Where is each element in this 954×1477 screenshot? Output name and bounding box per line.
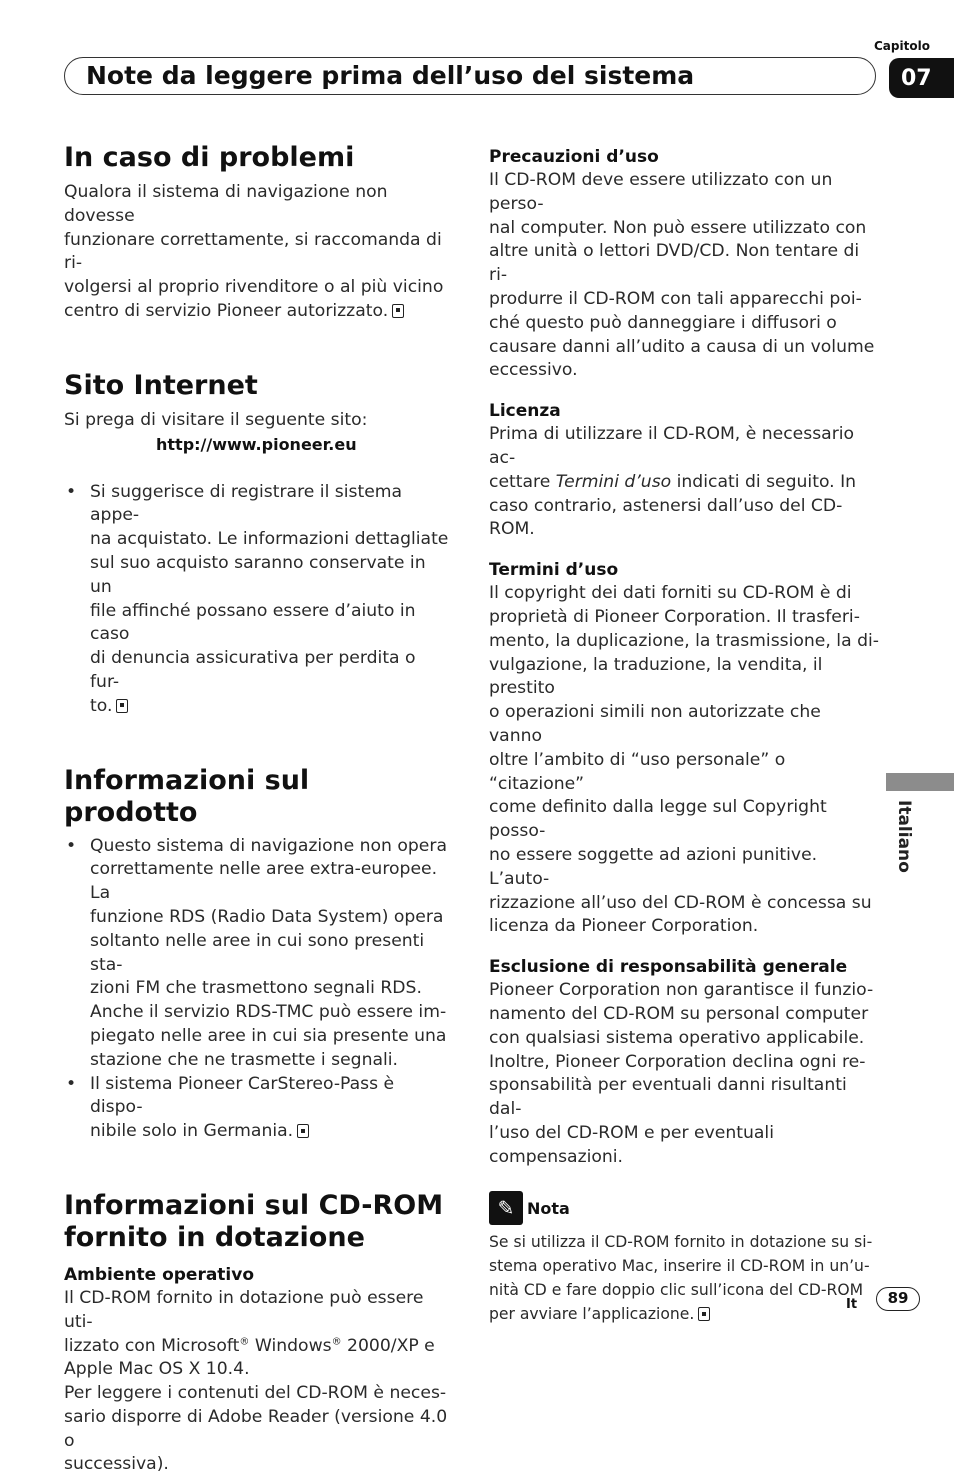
text-line: ché questo può danneggiare i diffusori o	[489, 312, 837, 333]
text-line: soltanto nelle aree in cui sono presenti sta-	[90, 930, 425, 975]
bullet-icon: •	[66, 481, 77, 502]
pencil-note-icon: ✎	[489, 1191, 523, 1225]
text-span: 2000/XP e	[341, 1335, 435, 1356]
chapter-label: Capitolo	[874, 39, 930, 53]
text-line: Il CD-ROM fornito in dotazione può essere uti-	[64, 1287, 424, 1332]
text-line: namento del CD-ROM su personal computer	[489, 1003, 869, 1024]
language-tab-marker	[886, 773, 954, 791]
text-line: causare danni all’udito a causa di un volume	[489, 336, 875, 357]
text-line: come definito dalla legge sul Copyright posso-	[489, 797, 827, 842]
text-line: Il copyright dei dati forniti su CD-ROM è di	[489, 583, 852, 604]
text-line: ROM.	[489, 519, 535, 540]
text-line: stema operativo Mac, inserire il CD-ROM in un’u-	[489, 1257, 870, 1276]
text-line: compensazioni.	[489, 1146, 624, 1167]
section-precauzioni	[489, 145, 879, 383]
text-line: Apple Mac OS X 10.4.	[64, 1359, 250, 1380]
heading-sito: Sito Internet	[64, 369, 258, 401]
page-title: Note da leggere prima dell’uso del sistema	[86, 61, 695, 90]
nota-body	[489, 1230, 879, 1326]
text-line: piegato nelle aree in cui sia presente una	[90, 1025, 447, 1046]
subheading-esclusione: Esclusione di responsabilità generale	[489, 957, 848, 978]
text-line: oltre l’ambito di “uso personale” o “citazione”	[489, 749, 786, 794]
heading-line: fornito in dotazione	[64, 1221, 365, 1253]
left-column	[64, 142, 450, 1477]
text-line: Qualora il sistema di navigazione non dovesse	[64, 182, 388, 226]
text-line: zioni FM che trasmettono segnali RDS.	[90, 978, 422, 999]
end-of-section-icon	[392, 304, 404, 318]
text-line: vulgazione, la traduzione, la vendita, il prestito	[489, 654, 823, 699]
website-url[interactable]: http://www.pioneer.eu	[156, 434, 357, 454]
text-line: o operazioni simili non autorizzate che vanno	[489, 702, 821, 746]
text-line: produrre il CD-ROM con tali apparecchi poi-	[489, 288, 862, 309]
text-line: successiva).	[64, 1454, 169, 1475]
text-line: funzionare correttamente, si raccomanda di ri-	[64, 229, 442, 274]
text-line: l’uso del CD-ROM e per eventuali	[489, 1122, 774, 1143]
section-problemi	[64, 142, 450, 324]
text-line: correttamente nelle aree extra-europee. La	[90, 859, 438, 904]
sito-intro: Si prega di visitare il seguente sito:	[64, 409, 368, 430]
text-line	[64, 300, 450, 324]
text-line	[489, 1302, 879, 1326]
text-line: sario disporre di Adobe Reader (versione 4.0 o	[64, 1406, 448, 1451]
bullet-icon: •	[66, 835, 77, 856]
section-prodotto	[64, 765, 450, 1144]
text-line: con qualsiasi sistema operativo applicabile.	[489, 1027, 865, 1048]
right-column	[489, 145, 879, 1326]
text-line: sponsabilità per eventuali danni risultanti dal-	[489, 1075, 847, 1120]
text-line: sul suo acquisto saranno conservate in un	[90, 552, 426, 597]
footer-lang-code: It	[846, 1297, 858, 1312]
bullet-icon: •	[66, 1073, 77, 1094]
text-span: to.	[90, 695, 113, 716]
text-span: cettare	[489, 471, 556, 492]
list-item	[64, 1073, 450, 1144]
text-line: stazione che ne trasmette i segnali.	[90, 1049, 399, 1070]
nota-header	[489, 1191, 879, 1225]
text-line	[90, 1120, 450, 1144]
text-line: Per leggere i contenuti del CD-ROM è neces-	[64, 1383, 447, 1404]
heading-prodotto: Informazioni sul prodotto	[64, 764, 310, 828]
text-line: Inoltre, Pioneer Corporation declina ogni re-	[489, 1051, 866, 1072]
section-sito	[64, 370, 450, 719]
nota-label: Nota	[527, 1198, 570, 1218]
text-line: nal computer. Non può essere utilizzato con	[489, 217, 867, 238]
list-item	[64, 835, 450, 1073]
section-cdrom	[64, 1190, 450, 1477]
text-line	[489, 471, 879, 495]
heading-cdrom	[64, 1190, 450, 1254]
end-of-section-icon	[116, 699, 128, 713]
end-of-section-icon	[297, 1124, 309, 1138]
text-span: Windows	[249, 1335, 332, 1356]
sito-body	[64, 409, 450, 719]
heading-problemi: In caso di problemi	[64, 142, 355, 173]
text-line: mento, la duplicazione, la trasmissione, la di-	[489, 630, 879, 651]
section-termini	[489, 558, 879, 939]
text-line: rizzazione all’uso del CD-ROM è concessa su	[489, 892, 872, 913]
text-line: file affinché possano essere d’aiuto in caso	[90, 600, 416, 645]
text-line: funzione RDS (Radio Data System) opera	[90, 906, 444, 927]
prodotto-body	[64, 835, 450, 1144]
subheading-precauzioni: Precauzioni d’uso	[489, 147, 659, 167]
subheading-licenza: Licenza	[489, 401, 561, 422]
text-line: nità CD e fare doppio clic sull’icona del CD-ROM	[489, 1281, 864, 1300]
text-line: Se si utilizza il CD-ROM fornito in dotazione su si-	[489, 1233, 873, 1252]
text-line	[64, 1335, 450, 1359]
text-span: centro di servizio Pioneer autorizzato.	[64, 300, 389, 321]
cdrom-body	[64, 1263, 450, 1477]
text-line: di denuncia assicurativa per perdita o fur-	[90, 648, 416, 692]
text-line: altre unità o lettori DVD/CD. Non tentare di ri-	[489, 241, 860, 286]
subheading-ambiente: Ambiente operativo	[64, 1264, 255, 1285]
subheading-termini: Termini d’uso	[489, 560, 619, 581]
text-line: na acquistato. Le informazioni dettagliate	[90, 529, 449, 550]
text-line	[90, 695, 450, 719]
text-span-italic: Termini d’uso	[555, 471, 672, 492]
text-span: per avviare l’applicazione.	[489, 1305, 695, 1324]
page-number: 89	[876, 1287, 920, 1311]
registered-mark: ®	[331, 1335, 342, 1347]
text-line: volgersi al proprio rivenditore o al più vicino	[64, 277, 444, 298]
text-span: lizzato con Microsoft	[64, 1335, 240, 1356]
text-line: Il CD-ROM deve essere utilizzato con un perso-	[489, 170, 833, 214]
list-item	[64, 481, 450, 719]
problemi-body	[64, 181, 450, 324]
text-line: eccessivo.	[489, 360, 578, 381]
heading-line: Informazioni sul CD-ROM	[64, 1189, 444, 1221]
chapter-number-badge: 07	[889, 58, 954, 98]
text-line: licenza da Pioneer Corporation.	[489, 916, 759, 937]
language-tab-label: Italiano	[894, 800, 914, 873]
text-line: no essere soggette ad azioni punitive. L’auto-	[489, 844, 818, 889]
text-line: caso contrario, astenersi dall’uso del CD-	[489, 495, 843, 516]
section-licenza	[489, 399, 879, 542]
text-span: indicati di seguito. In	[671, 471, 857, 492]
text-line: Si suggerisce di registrare il sistema appe-	[90, 481, 403, 526]
section-esclusione	[489, 955, 879, 1169]
text-line: proprietà di Pioneer Corporation. Il trasferi-	[489, 606, 860, 627]
text-line: Prima di utilizzare il CD-ROM, è necessario ac-	[489, 424, 855, 468]
registered-mark: ®	[239, 1335, 250, 1347]
text-line: Anche il servizio RDS-TMC può essere im-	[90, 1002, 447, 1023]
text-span: nibile solo in Germania.	[90, 1121, 294, 1142]
text-line: Pioneer Corporation non garantisce il funzio-	[489, 980, 874, 1001]
end-of-section-icon	[698, 1307, 710, 1321]
text-line: Questo sistema di navigazione non opera	[90, 835, 447, 856]
section-nota	[489, 1191, 879, 1326]
text-line: Il sistema Pioneer CarStereo-Pass è dispo-	[90, 1073, 395, 1118]
